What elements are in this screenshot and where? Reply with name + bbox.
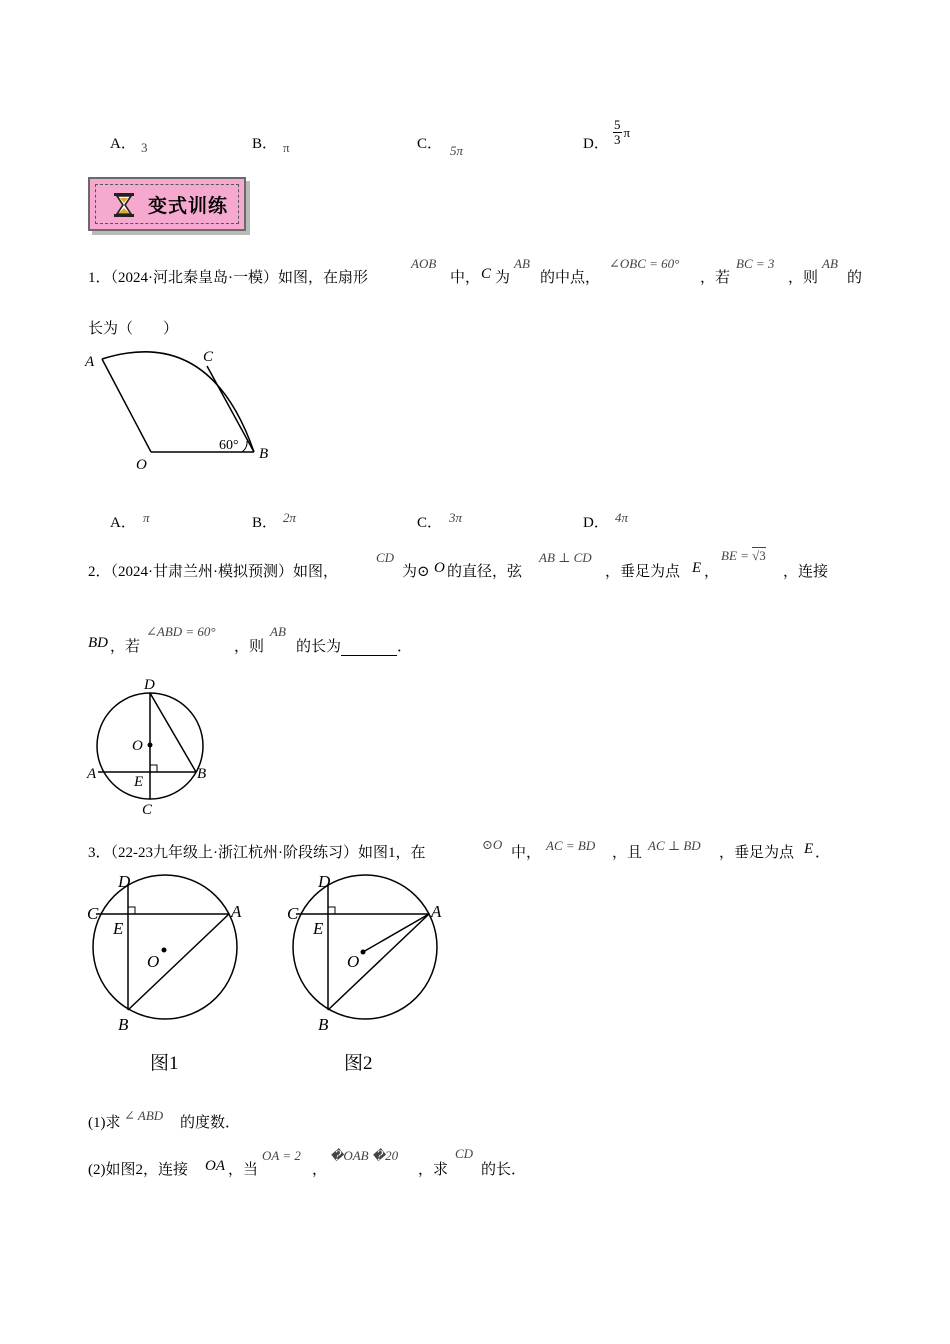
q3-part2-dang: ，当 — [228, 1162, 259, 1178]
q3-figure-1 — [82, 868, 262, 1080]
section-title: 变式训练 — [148, 195, 229, 217]
q3-figure-2 — [282, 868, 462, 1080]
q1-line2: 长为（ ） — [88, 321, 179, 337]
q3-part2-oa-eq: OA = 2 — [262, 1148, 301, 1163]
q3f1-label-d: D — [118, 872, 131, 891]
q1-aob: AOB — [411, 256, 437, 271]
q2-label-o: O — [132, 738, 143, 754]
option-a — [110, 132, 136, 153]
q2-arc-ab: AB — [270, 624, 286, 639]
q2-e: E — [692, 560, 702, 576]
q3-e: E — [804, 841, 814, 857]
q1-zhong: 中， — [450, 270, 481, 286]
option-a-value: 3 — [141, 140, 148, 155]
q3f2-label-b: B — [318, 1015, 329, 1034]
q2-length-text: 的长为 — [296, 639, 342, 655]
q1-arc-ab-2: AB — [822, 256, 838, 271]
option-d-fraction — [613, 118, 630, 147]
q1-midpoint: 的中点， — [540, 270, 601, 286]
q3-part2-comma: ， — [312, 1162, 328, 1178]
q2-label-a: A — [87, 766, 97, 782]
q1-option-d-label: D． — [583, 515, 609, 531]
q1-prefix: 1．（2024·河北秦皇岛·一模）如图，在扇形 — [88, 270, 368, 286]
answer-blank — [341, 641, 397, 656]
q1-option-c-value: 3π — [449, 510, 463, 525]
q1-angle-label: 60° — [219, 438, 239, 453]
q3f1-label-a: A — [231, 902, 242, 921]
q3-part1-suffix: 的度数． — [180, 1115, 241, 1131]
q3-figure-2-caption: 图2 — [344, 1053, 373, 1074]
q1-option-c-label: C． — [417, 515, 443, 531]
q1-option-a-label: A． — [110, 515, 136, 531]
q1-label-b: B — [259, 446, 269, 462]
option-d-pi: π — [623, 124, 631, 140]
q3-part2-arc-cd: CD — [455, 1146, 474, 1161]
q3f2-label-o: O — [347, 952, 360, 971]
q2-o: O — [434, 560, 445, 576]
q3f2-label-e: E — [313, 919, 324, 938]
q2-ruo: ，若 — [110, 639, 141, 655]
fraction-denominator: 3 — [614, 132, 621, 147]
q3-part2-prefix: (2)如图2，连接 — [88, 1162, 188, 1178]
q1-bc: BC = 3 — [736, 256, 775, 271]
q2-angle-abd: ∠ABD = 60° — [146, 624, 216, 639]
q2-be — [721, 548, 766, 564]
q3-part2-qiu: ，求 — [418, 1162, 449, 1178]
q1-sector-figure — [80, 340, 280, 480]
option-b-value: π — [283, 140, 290, 155]
q3f1-label-e: E — [113, 919, 124, 938]
q1-ruo: ，若 — [700, 270, 731, 286]
option-b-label: B． — [252, 136, 278, 152]
q2-comma: ， — [704, 564, 720, 580]
q3-qie: ，且 — [612, 845, 643, 861]
fraction-numerator: 5 — [614, 117, 621, 132]
q1-option-a-value: π — [143, 510, 150, 525]
q1-label-o: O — [136, 457, 147, 473]
q3f2-label-a: A — [431, 902, 442, 921]
option-c-value: 5π — [450, 143, 464, 158]
q1-de: 的 — [847, 270, 863, 286]
q3f2-label-d: D — [318, 872, 331, 891]
q3-zhong: 中， — [511, 845, 542, 861]
q3-foot: ，垂足为点 — [719, 845, 795, 861]
q3-ac-eq-bd: AC = BD — [546, 838, 596, 853]
q3-ac-perp-bd: AC ⊥ BD — [648, 838, 701, 853]
q2-circle-figure — [84, 672, 214, 820]
q2-cd: CD — [376, 550, 395, 565]
hourglass-icon — [112, 192, 136, 218]
q3f2-label-c: C — [287, 904, 299, 923]
q3-part1-prefix: (1)求 — [88, 1115, 121, 1131]
q3f1-label-b: B — [118, 1015, 129, 1034]
q1-c: C — [481, 266, 492, 282]
q3-circle-o: ⊙O — [482, 837, 503, 852]
q1-angle-obc: ∠OBC = 60° — [609, 256, 680, 271]
q1-ze: ，则 — [788, 270, 819, 286]
q2-ze: ，则 — [234, 639, 265, 655]
q1-option-d-value: 4π — [615, 510, 629, 525]
q1-arc-ab: AB — [514, 256, 530, 271]
q2-prefix: 2．（2024·甘肃兰州·模拟预测）如图， — [88, 564, 338, 580]
q2-label-e: E — [134, 774, 144, 790]
q2-foot: ，垂足为点 — [605, 564, 681, 580]
q2-ab-perp-cd: AB ⊥ CD — [539, 550, 592, 565]
q2-diameter: 的直径，弦 — [447, 564, 523, 580]
q2-label-d: D — [144, 677, 155, 693]
q2-period: ． — [397, 639, 413, 655]
q3f1-label-o: O — [147, 952, 160, 971]
q3-prefix: 3．（22-23九年级上·浙江杭州·阶段练习）如图1，在 — [88, 845, 426, 861]
q1-option-b-label: B． — [252, 515, 278, 531]
q3-part2-suffix: 的长． — [481, 1162, 527, 1178]
q2-bd: BD — [88, 635, 108, 651]
option-d-label: D． — [583, 136, 609, 152]
q2-be-label: BE = — [721, 548, 749, 563]
q2-connect: ，连接 — [783, 564, 829, 580]
q2-wei-circle: 为⊙ — [402, 564, 430, 580]
q1-label-a: A — [85, 354, 95, 370]
section-badge — [88, 177, 246, 231]
q1-option-b-value: 2π — [283, 510, 297, 525]
q2-label-b: B — [197, 766, 207, 782]
q3f1-label-c: C — [87, 904, 99, 923]
option-c-label: C． — [417, 136, 443, 152]
q3-part1-angle: ∠ ABD — [124, 1108, 164, 1123]
option-a-label: A． — [110, 136, 136, 152]
q3-period: ． — [815, 845, 831, 861]
q2-label-c: C — [142, 802, 153, 818]
q1-wei: 为 — [495, 270, 511, 286]
q3-part2-angle-oab: �OAB �20 — [330, 1148, 399, 1163]
q2-length-is — [296, 635, 412, 656]
q3-figure-1-caption: 图1 — [150, 1053, 179, 1074]
q1-label-c: C — [203, 349, 214, 365]
q2-sqrt3: √3 — [752, 548, 766, 563]
q3-part2-oa: OA — [205, 1158, 225, 1174]
